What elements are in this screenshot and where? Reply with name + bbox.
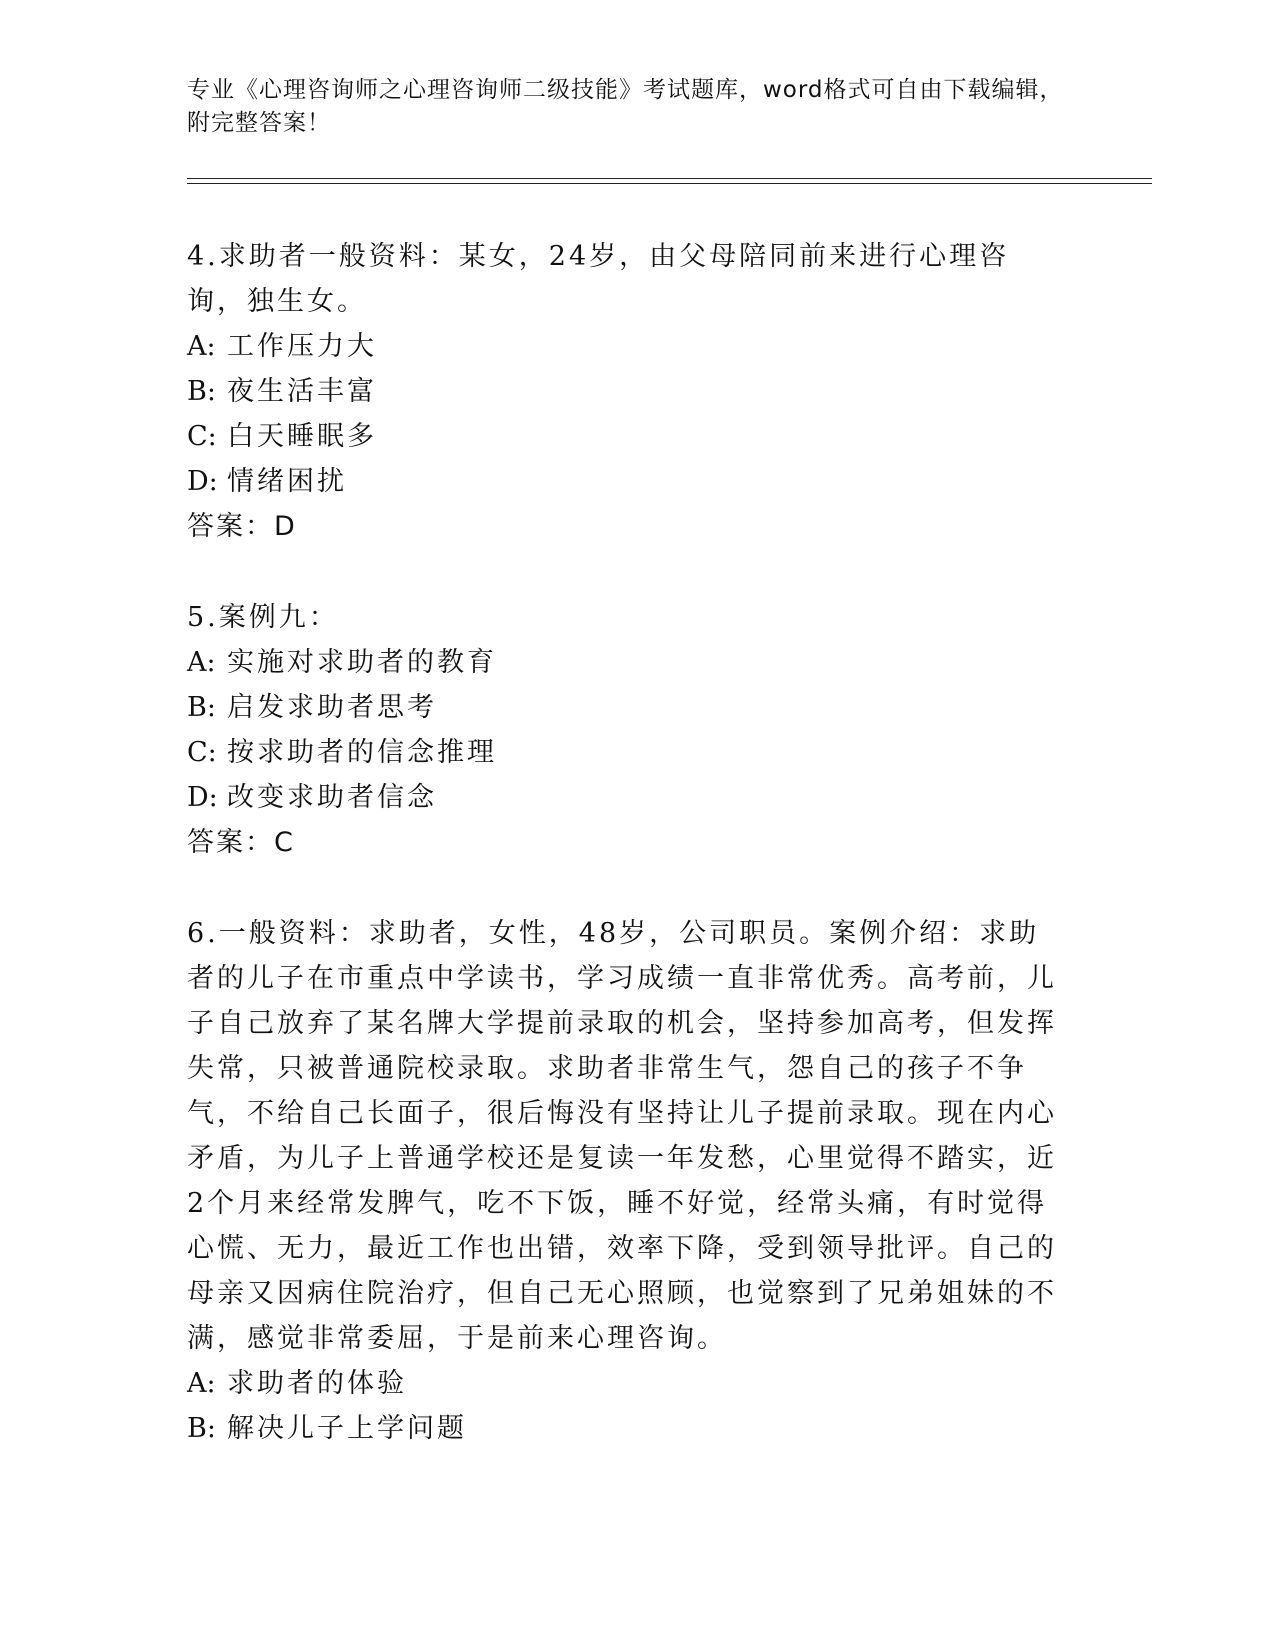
option-d bbox=[187, 459, 1067, 504]
question-list bbox=[187, 234, 1067, 1497]
document-header: 专业《心理咨询师之心理咨询师二级技能》考试题库，word格式可自由下载编辑，附完整答案！ bbox=[187, 77, 1064, 136]
option-text: 工作压力大 bbox=[227, 331, 377, 362]
option-text: 按求助者的信念推理 bbox=[227, 737, 497, 768]
option-text: 实施对求助者的教育 bbox=[227, 647, 497, 678]
question-item bbox=[187, 595, 1067, 865]
question-item bbox=[187, 911, 1067, 1451]
option-key: C: bbox=[187, 737, 217, 768]
question-stem: 4.求助者一般资料：某女，24岁，由父母陪同前来进行心理咨询，独生女。 bbox=[187, 241, 1010, 317]
header-divider-top bbox=[187, 178, 1152, 179]
option-c bbox=[187, 414, 1067, 459]
option-text: 求助者的体验 bbox=[227, 1368, 407, 1399]
option-a bbox=[187, 324, 1067, 369]
option-key: B: bbox=[187, 1413, 216, 1444]
option-d bbox=[187, 775, 1067, 820]
option-text: 解决儿子上学问题 bbox=[227, 1413, 467, 1444]
option-b bbox=[187, 1406, 1067, 1451]
option-key: A: bbox=[187, 331, 216, 362]
option-key: D: bbox=[187, 466, 218, 497]
option-b bbox=[187, 369, 1067, 414]
option-text: 启发求助者思考 bbox=[227, 692, 437, 723]
option-text: 夜生活丰富 bbox=[227, 376, 377, 407]
option-key: A: bbox=[187, 1368, 216, 1399]
answer-line: 答案：C bbox=[187, 827, 295, 858]
option-b bbox=[187, 685, 1067, 730]
answer-line: 答案：D bbox=[187, 511, 297, 542]
option-key: D: bbox=[187, 782, 218, 813]
option-key: C: bbox=[187, 421, 217, 452]
header-divider-bottom bbox=[187, 183, 1152, 184]
option-text: 改变求助者信念 bbox=[227, 782, 437, 813]
question-stem: 5.案例九： bbox=[187, 602, 339, 633]
option-key: A: bbox=[187, 647, 216, 678]
option-c bbox=[187, 730, 1067, 775]
question-stem: 6.一般资料：求助者，女性，48岁，公司职员。案例介绍：求助者的儿子在市重点中学读书，学习成绩一直非常优秀。高考前，儿子自己放弃了某名牌大学提前录取的机会，坚持参加高考，但发挥失常，只被普通院校录取。求助者非常生气，怨自己的孩子不争气，不给自己长面子，很后悔没有坚持让儿子提前录取。现在内心矛盾，为儿子上普通学校还是复读一年发愁，心里觉得不踏实，近2个月来经常发脾气，吃不下饭，睡不好觉，经常头痛，有时觉得心慌、无力，最近工作也出错，效率下降，受到领导批评。自己的母亲又因病住院治疗，但自己无心照顾，也觉察到了兄弟姐妹的不满，感觉非常委屈，于是前来心理咨询。 bbox=[187, 918, 1057, 1354]
option-key: B: bbox=[187, 376, 216, 407]
option-key: B: bbox=[187, 692, 216, 723]
option-a bbox=[187, 1361, 1067, 1406]
question-item bbox=[187, 234, 1067, 549]
option-text: 情绪困扰 bbox=[227, 466, 347, 497]
option-text: 白天睡眠多 bbox=[227, 421, 377, 452]
option-a bbox=[187, 640, 1067, 685]
